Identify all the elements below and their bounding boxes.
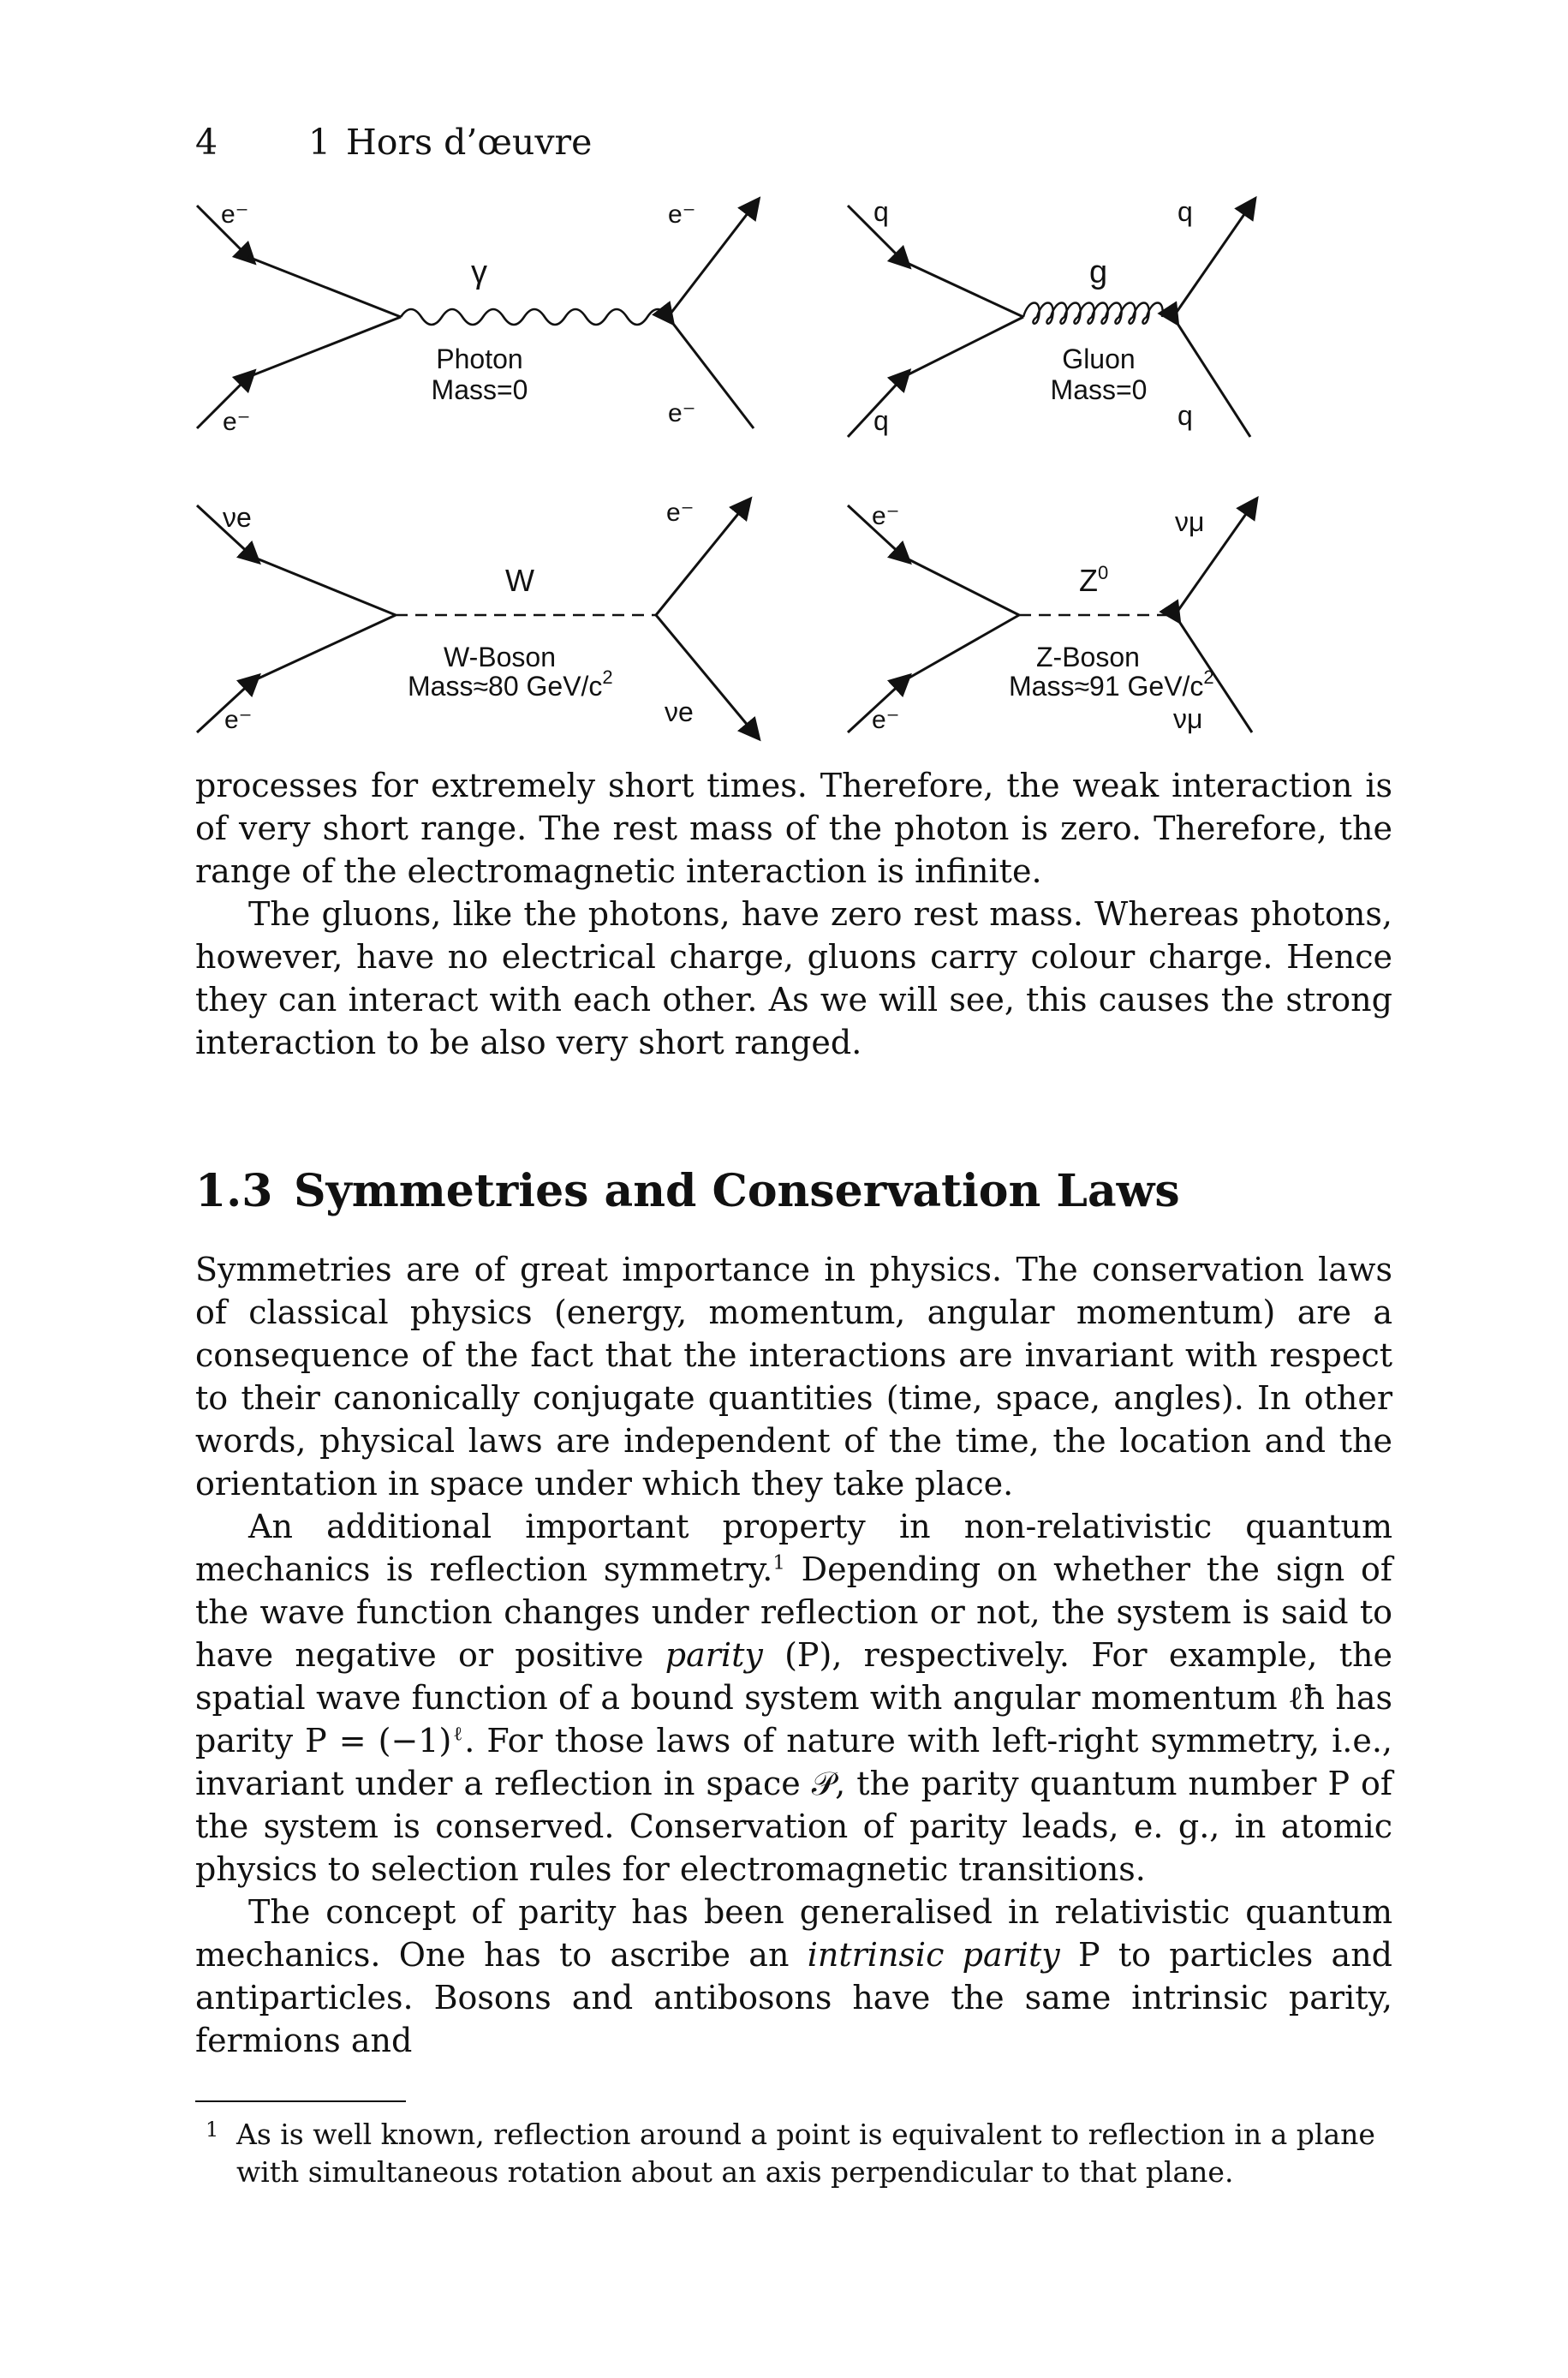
z-mass: Mass≈91 GeV/$c^2$ bbox=[1009, 666, 1214, 702]
w-out-bottom-label: νe bbox=[665, 696, 694, 727]
photon-in-bottom-label: e⁻ bbox=[223, 408, 251, 436]
w-in-bottom-label: e⁻ bbox=[224, 706, 253, 734]
gluon-mass: Mass=0 bbox=[1050, 374, 1148, 405]
running-head bbox=[195, 122, 592, 163]
z-in-top-label: e⁻ bbox=[872, 502, 900, 530]
gluon-out-top-label: q bbox=[1177, 196, 1193, 227]
w-name: W-Boson bbox=[444, 642, 557, 672]
photon-in-top-label: e⁻ bbox=[221, 200, 249, 229]
z-out-bottom-label: νμ bbox=[1173, 703, 1203, 734]
footnote-reference[interactable]: 1 bbox=[772, 1551, 785, 1574]
w-in-top-label: νe bbox=[223, 502, 252, 533]
gluon-in-top-label: q bbox=[873, 196, 889, 227]
feynman-diagrams-figure bbox=[171, 163, 1285, 780]
paragraph: The gluons, like the photons, have zero rest mass. Whereas photons, however, have no electrical charge, gluons carry colour charge. Hence they can interact with each other. As we will see, this causes the strong interaction to be also very short ranged. bbox=[195, 895, 1392, 1061]
paragraph: processes for extremely short times. Therefore, the weak interaction is of very short range. The rest mass of the photon is zero. Therefore, the range of the electromagnetic interaction is infinite. bbox=[195, 767, 1392, 890]
page-number: 4 bbox=[195, 122, 218, 163]
gluon-name: Gluon bbox=[1062, 344, 1136, 374]
chapter-title: Hors d’œuvre bbox=[346, 122, 593, 163]
z-symbol: $Z^0$ bbox=[1079, 562, 1109, 598]
w-mass: Mass≈80 GeV/$c^2$ bbox=[408, 666, 613, 702]
footnote-text: As is well known, reflection around a point is equivalent to reflection in a plane with simultaneous rotation about an axis perpendicular to that plane. bbox=[236, 2118, 1375, 2189]
gluon-out-bottom-label: q bbox=[1177, 400, 1193, 431]
paragraph: An additional important property in non-relativistic quantum mechanics is reflection symmetry.$^1$ Depending on whether the sign of the wave function changes under reflection or not, the system is said to have negative or positive parity (P), respectively. For example, the spatial wave function of a bound system with angular momentum ℓħ has parity $P = (-1)^\ell$. For those laws of nature with left-right symmetry, i.e., invariant under a reflection in space 𝒫, the parity quantum number P of the system is conserved. Conservation of parity leads, e. g., in atomic physics to selection rules for electromagnetic transitions. bbox=[195, 1508, 1393, 1888]
w-symbol: W bbox=[505, 563, 534, 598]
z-in-bottom-label: e⁻ bbox=[872, 706, 900, 734]
z-name: Z-Boson bbox=[1036, 642, 1140, 672]
body-text-top bbox=[195, 764, 1392, 1064]
paragraph: The concept of parity has been generalised in relativistic quantum mechanics. One has to ascribe an intrinsic parity P to particles and antiparticles. Bosons and antibosons have the same intrinsic parity, fermions and bbox=[195, 1893, 1392, 2059]
footnote-rule bbox=[195, 2100, 406, 2102]
body-text-bottom bbox=[195, 1248, 1392, 2062]
photon-out-bottom-label: e⁻ bbox=[668, 399, 696, 427]
z-out-top-label: νμ bbox=[1175, 506, 1205, 537]
section-heading bbox=[195, 1162, 1392, 1222]
chapter-number: 1 bbox=[308, 122, 331, 163]
section-number: 1.3 bbox=[195, 1165, 273, 1217]
footnote bbox=[195, 2116, 1392, 2191]
photon-name: Photon bbox=[436, 344, 523, 374]
paragraph: Symmetries are of great importance in physics. The conservation laws of classical physics (energy, momentum, angular momentum) are a consequence of the fact that the interactions are invariant with respect to their canonically conjugate quantities (time, space, angles). In other words, physical laws are independent of the time, the location and the orientation in space under which they take place. bbox=[195, 1251, 1392, 1503]
photon-out-top-label: e⁻ bbox=[668, 200, 696, 229]
feynman-diagrams-svg bbox=[171, 163, 1285, 780]
gluon-in-bottom-label: q bbox=[873, 405, 889, 436]
photon-mass: Mass=0 bbox=[431, 374, 528, 405]
photon-symbol: γ bbox=[471, 254, 487, 290]
footnote-mark: 1 bbox=[206, 2118, 219, 2142]
section-title: Symmetries and Conservation Laws bbox=[294, 1165, 1180, 1217]
gluon-symbol: g bbox=[1089, 254, 1108, 290]
w-out-top-label: e⁻ bbox=[666, 499, 695, 527]
